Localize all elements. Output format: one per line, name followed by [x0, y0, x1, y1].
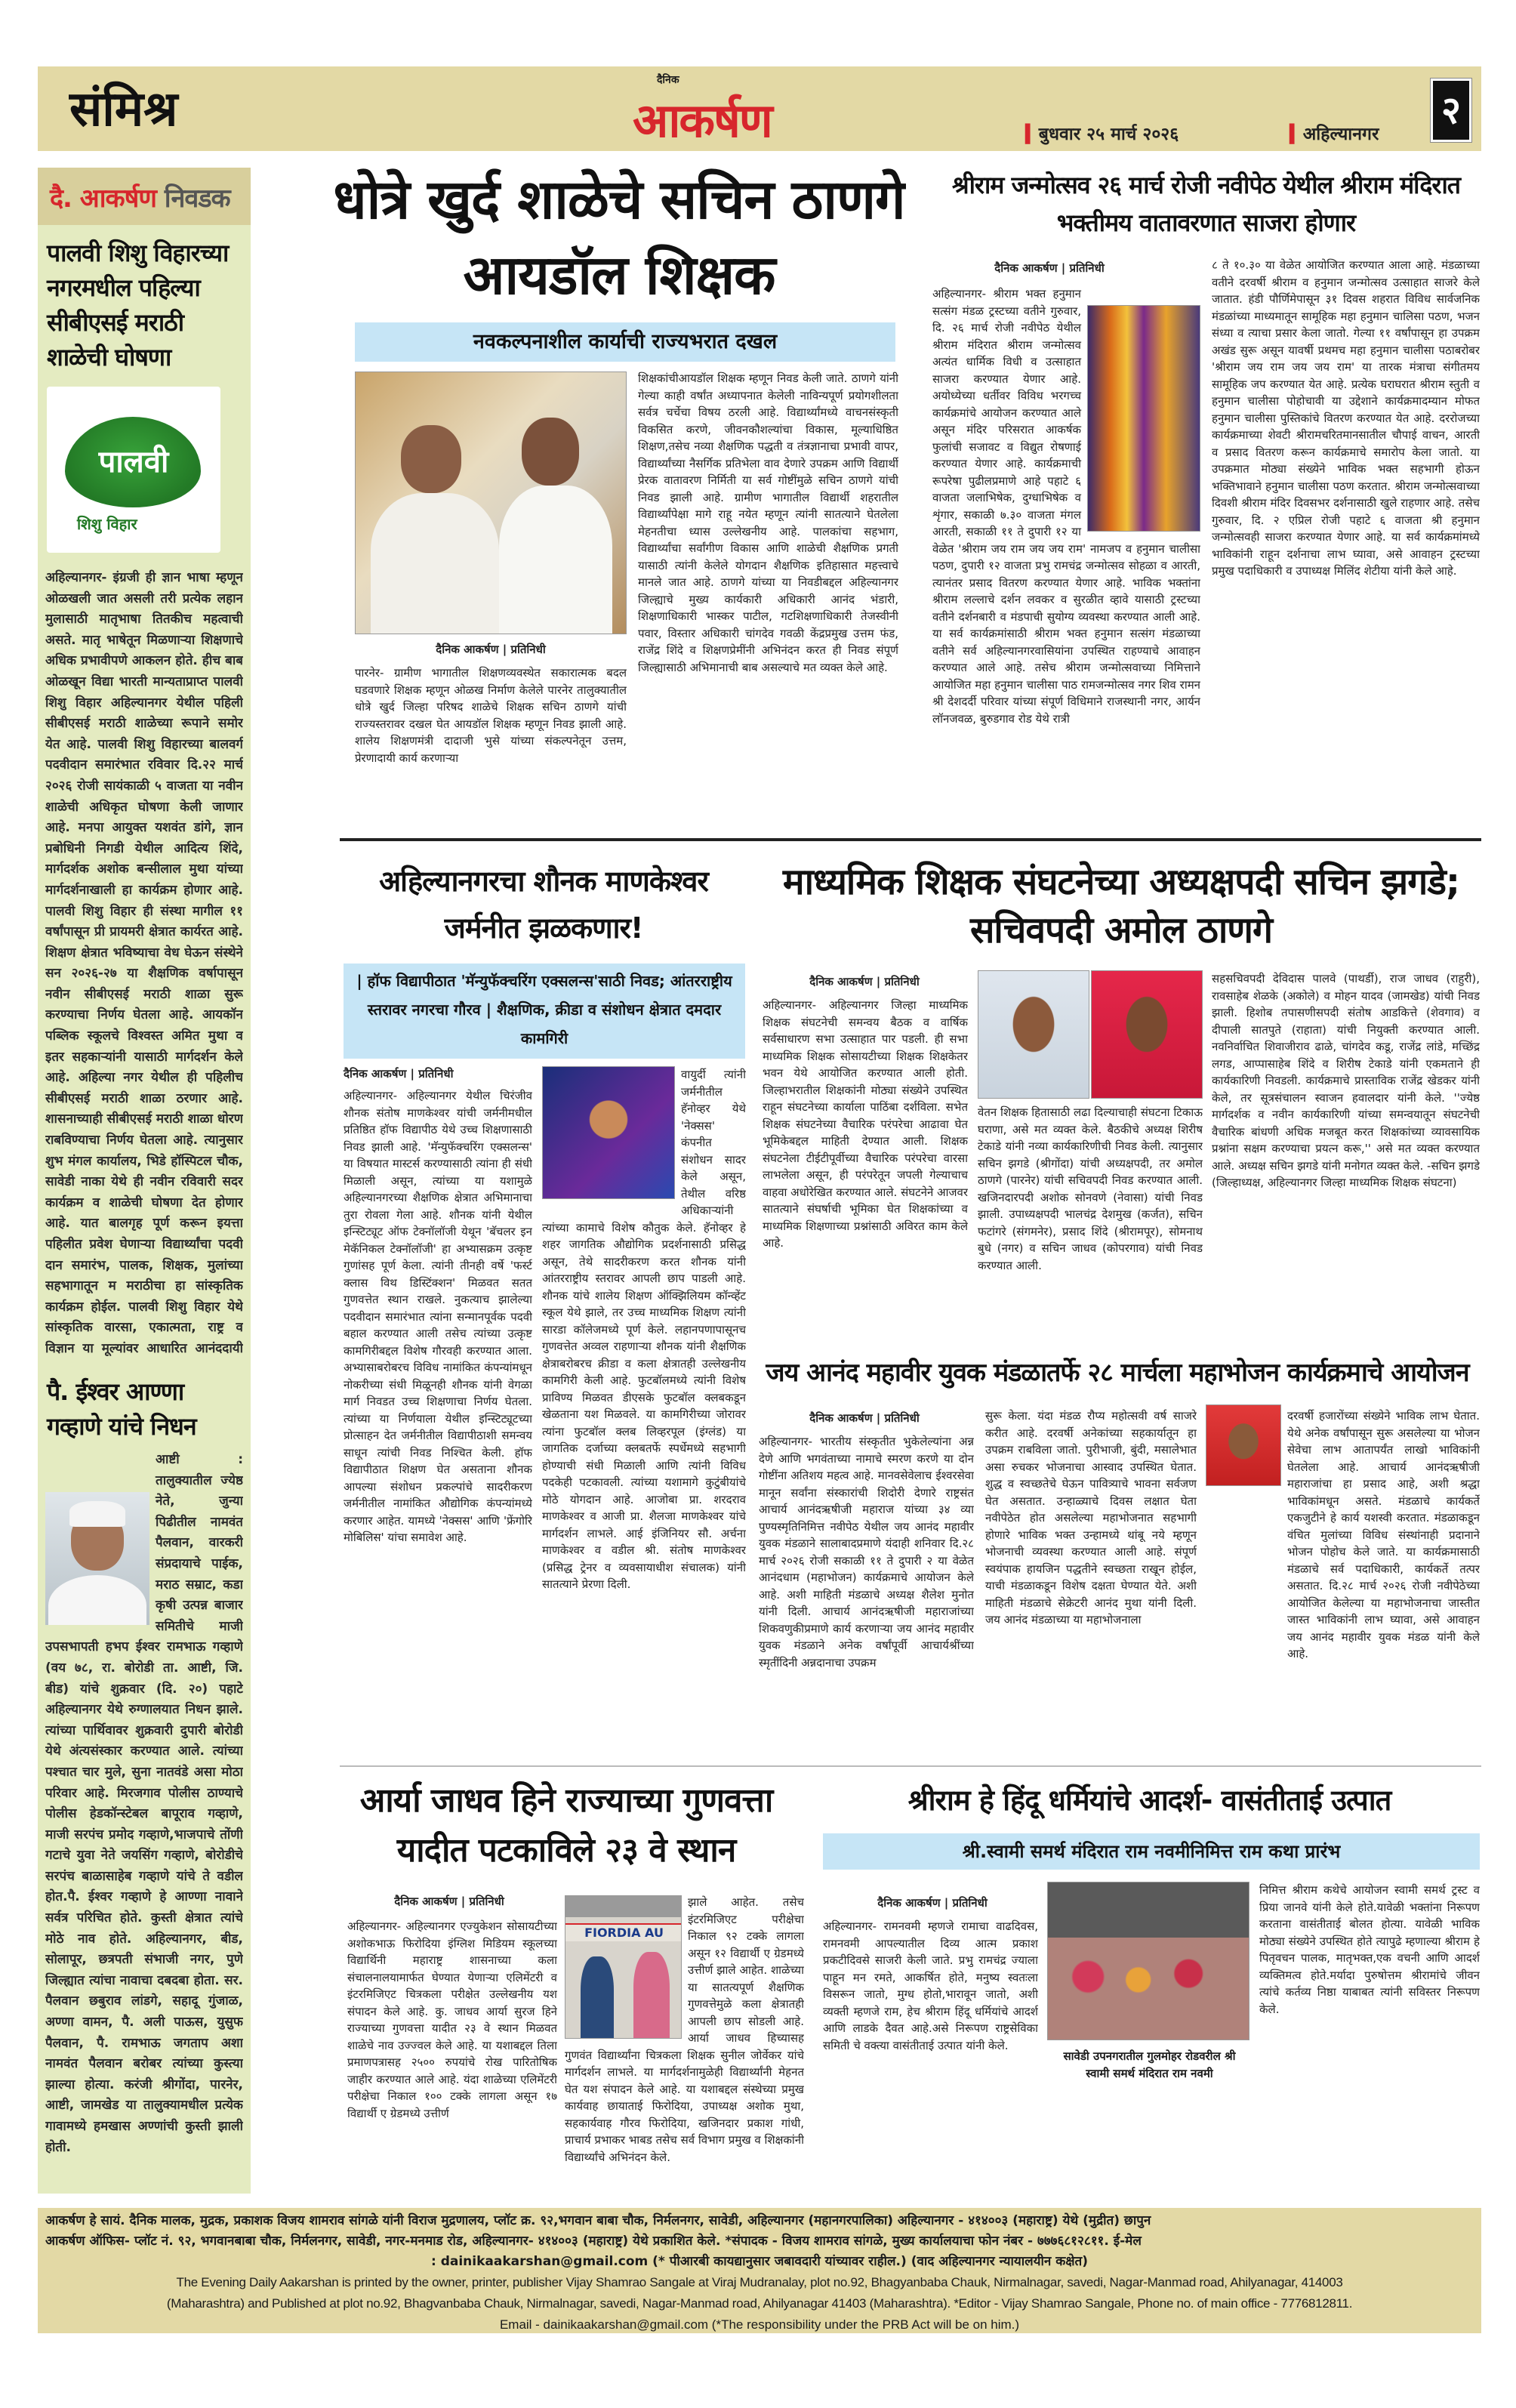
- main-photo: [355, 372, 627, 634]
- imprint-english-3: Email - dainikaakarshan@gmail.com (*The responsibility under the PRB Act will be on him.): [499, 2317, 1020, 2332]
- main-col-1: पारनेर- ग्रामीण भागातील शिक्षणव्यवस्थेत सकारात्मक बदल घडवणारे शिक्षक म्हणून ओळख निर्माण केलेले पारनेर तालुक्यातील धोत्रे खुर्द जिल्हा परिषद शाळेचे शिक्षक सचिन ठाणगे यांची राज्यस्तरावर दखल घेत आयडॉल शिक्षक म्हणून निवड झाली आहे. शालेय शिक्षणमंत्री दादाजी भुसे यांच्या संकल्पनेतून उत्तम, प्रेरणादायी कार्य करणाऱ्या: [355, 666, 627, 765]
- madhyamik-col-1: अहिल्यानगर- अहिल्यानगर जिल्हा माध्यमिक शिक्षक संघटनेची समन्वय बैठक व वार्षिक सर्वसाधारण सभा उत्साहात पार पडली. ही सभा माध्यमिक शिक्षक सोसायटीच्या शिक्षक शिक्षकेतर भवन येथे आयोजित करण्यात आली होती. जिल्हाभरातील शिक्षकांनी मोठ्या संख्येने उपस्थित राहून संघटनेच्या कार्याला पाठिंबा दर्शविला. सभेत शिक्षक संघटनेच्या वैचारिक परंपरेचा आढावा घेत भूमिकेबद्दल माहिती देण्यात आली. शिक्षक संघटनेला टीईटीपूर्वीच्या वैचारिक परंपरेचा वारसा लाभलेला असून, ही परंपरेतून जपली गेल्याचाच वाहवा अधोरेखित करण्यात आले. संघटनेने आजवर सातत्याने संघर्षाची भूमिका घेत शिक्षकांच्या व माध्यमिक शिक्षणाच्या प्रश्नांसाठी अविरत काम केले आहे.: [763, 998, 968, 1250]
- sidebar-headline-2: पै. ईश्वर आण्णा गव्हाणे यांचे निधन: [47, 1377, 196, 1441]
- shriram-col-1: [932, 285, 1200, 833]
- arya-byline: दैनिक आकर्षण | प्रतिनिधी: [394, 1895, 504, 1908]
- section-title: संमिश्र: [69, 82, 178, 137]
- shaunak-col-1: अहिल्यानगर- अहिल्यानगर येथील चिरंजीव शौनक संतोष माणकेश्वर यांची जर्मनीमधील प्रतिष्ठित हॉफ विद्यापीठ येथे उच्च शिक्षणासाठी निवड झाली आहे. 'मॅन्युफॅक्चरिंग एक्सलन्स' या विषयात मास्टर्स करण्यासाठी त्यांना ही संधी मिळाली असून, त्यांच्या या यशामुळे अहिल्यानगरच्या शैक्षणिक क्षेत्रात अभिमानाचा तुरा रोवला गेला आहे. शौनक यांनी येथील इन्स्टिट्यूट ऑफ टेक्नॉलॉजी येथून 'बॅचलर इन मेकॅनिकल टेक्नॉलॉजी' हा अभ्यासक्रम उत्कृष्ट गुणांसह पूर्ण केला. त्यांनी तीनही वर्षे 'फर्स्ट क्लास विथ डिस्टिंक्शन' मिळवत सतत गुणवत्तेत स्थान राखले. नुकत्याच झालेल्या पदवीदान समारंभात त्यांना सन्मानपूर्वक पदवी बहाल करण्यात आली तसेच त्यांच्या उत्कृष्ट कामगिरीबद्दल विशेष गौरवही करण्यात आला. अभ्यासाबरोबरच विविध नामांकित कंपन्यांमधून नोकरीच्या संधी मिळूनही शौनक यांनी वेगळा मार्ग निवडत उच्च शिक्षणाचा निर्णय घेतला. त्यांच्या या निर्णयाला येथील इन्स्टिट्यूटच्या प्रोत्साहन देत जर्मनीतील विद्यापीठाशी समन्वय साधून त्यांची निवड निश्चित केली. हॉफ विद्यापीठात शिक्षण घेत असताना शौनक आपल्या संशोधन प्रकल्पांचे सादरीकरण जर्मनीतील नामांकित औद्योगिक कंपन्यांमध्ये करणार आहेत. यामध्ये 'नेक्सस' आणि 'फ्रेंगोरि मोबिलिस' यांचा समावेश आहे.: [344, 1089, 532, 1544]
- hindu-headline: श्रीराम हे हिंदू धर्मियांचे आदर्श- वासंतीताई उत्पात: [907, 1784, 1391, 1817]
- thange-photo: [1091, 970, 1203, 1099]
- madhyamik-col-2: वेतन शिक्षक हितासाठी लढा दिल्याचाही संघटना टिकाऊ घराणा, असे मत व्यक्त केले. बैठकीचे अध्यक्ष शिरीष टेकाडे यांनी नव्या कार्यकारिणीची निवड केली. त्यानुसार सचिन झगडे (श्रीगोंदा) यांची अध्यक्षपदी, तर अमोल ठाणगे (पारनेर) यांची सचिवपदी निवड करण्यात आली. खजिनदारपदी अशोक सोनवणे (नेवासा) यांची निवड झाली. उपाध्यक्षपदी भालचंद्र देशमुख (कर्जत), सचिन फटांगरे (संगमनेर), प्रसाद शिंदे (श्रीरामपूर), सोमनाथ बुधे (नगर) व सचिन जाधव (कोपरगाव) यांची निवड करण्यात आली.: [978, 1105, 1203, 1272]
- jayanand-headline: जय आनंद महावीर युवक मंडळातर्फे २८ मार्चला महाभोजन कार्यक्रमाचे आयोजन: [766, 1358, 1469, 1388]
- sidebar-story-2-body: आष्टी : तालुक्यातील ज्येष्ठ नेते, जुन्या पिढीतील नामवंत पैलवान, वारकरी संप्रदायाचे पाईक, मराठ सम्राट, कडा कृषी उत्पन्न बाजार समितीचे माजी उपसभापती हभप ईश्वर रामभाऊ गव्हाणे (वय ७८, रा. बोरोडी ता. आष्टी, जि. बीड) यांचे शुक्रवार (दि. २०) पहाटे अहिल्यानगर येथे रुग्णालयात निधन झाले. त्यांच्या पार्थिवावर शुक्रवारी दुपारी बोरोडी येथे अंत्यसंस्कार करण्यात आले. त्यांच्या पश्चात चार मुले, सुना नातवंडे असा मोठा परिवार आहे. मिरजगाव पोलीस ठाण्याचे पोलीस हेडकॉन्स्टेबल बापूराव गव्हाणे, माजी सरपंच प्रमोद गव्हाणे,भाजपाचे तोंणी गटाचे युवा नेते जयसिंग गव्हाणे, बोरोडीचे सरपंच बाळासाहेब गव्हाणे यांचे ते वडील होत.पै. ईश्वर गव्हाणे हे आण्णा नावाने सर्वत्र परिचित होते. कुस्ती क्षेत्रात त्यांचे मोठे नाव होते. अहिल्यानगर, बीड, सोलापूर, छत्रपती संभाजी नगर, पुणे जिल्ह्यात त्यांचा नावाचा दबदबा होता. सर. पैलवान छबुराव लांडगे, सहादू गुंजाळ, अण्णा वामन, पै. अली पाऊस, युसुफ पैलवान, पै. रामभाऊ जगताप अशा नामवंत पैलवान बरोबर त्यांच्या कुस्त्या झाल्या होत्या. करंजी श्रीगोंदा, पारनेर, आष्टी, जामखेड या तालुक्यामधील प्रत्येक गावामध्ये हमखास अण्णांची कुस्ती झाली होती.: [45, 1452, 243, 2155]
- shaunak-subhead: | हॉफ विद्यापीठात 'मॅन्युफॅक्चरिंग एक्सलन्स'साठी निवड; आंतरराष्ट्रीय स्तरावर नगरचा गौरव | शैक्षणिक, क्रीडा व संशोधन क्षेत्रात दमदार कामगिरी: [344, 964, 745, 1059]
- arya-headline: आर्या जाधव हिने राज्याच्या गुणवत्ता यादीत पटकाविले २३ वे स्थान: [359, 1781, 773, 1870]
- imprint-marathi-3: : dainikaakarshan@gmail.com (* पीआरबी कायद्यानुसार जबावदारी यांच्यावर राहील.) (वाद अहिल्यानगर न्यायालयीन कक्षेत): [430, 2254, 1088, 2269]
- shriram-byline: दैनिक आकर्षण | प्रतिनिधी: [994, 261, 1105, 275]
- shaunak-col-2-text: वायुर्दी त्यांनी जर्मनीतील हॅनोव्हर येथे 'नेक्सस' कंपनीत संशोधन सादर केले असून, तेथील वरिष्ठ अधिकाऱ्यांनी त्यांच्या कामाचे विशेष कौतुक केले. हॅनोव्हर हे शहर जागतिक औद्योगिक प्रदर्शनासाठी प्रसिद्ध असून, तेथे सादरीकरण करत शौनक यांनी आंतरराष्ट्रीय स्तरावर आपली छाप पाडली आहे. शौनक यांचे शालेय शिक्षण ऑक्झिलियम कॉन्व्हेंट स्कूल येथे झाले, तर उच्च माध्यमिक शिक्षण त्यांनी सारडा कॉलेजमध्ये पूर्ण केले. लहानपणापासूनच गुणवत्तेत अव्वल राहणाऱ्या शौनक यांनी शैक्षणिक क्षेत्राबरोबरच क्रीडा व कला क्षेत्रातही उल्लेखनीय कामगिरी केली आहे. फुटबॉलमध्ये त्यांनी विशेष प्राविण्य मिळवत डीएसके फुटबॉल क्लबकडून खेळताना यश मिळवले. या कामगिरीच्या जोरावर त्यांना फुटबॉल क्लब लिव्हरपूल (इंग्लंड) या जागतिक दर्जाच्या क्लबतर्फे स्पर्धेमध्ये सहभागी होण्याची संधी मिळाली आणि त्यांनी विविध पदकेही पटकावली. त्यांच्या यशामागे कुटुंबीयांचे मोठे योगदान आहे. आजोबा प्रा. शरदराव माणकेश्वर व आजी प्रा. शैलजा माणकेश्वर यांचे मार्गदर्शन लाभले. आई इंजिनियर सौ. अर्चना माणकेश्वर व वडील श्री. संतोष माणकेश्वर (प्रसिद्ध ट्रेनर व व्यवसायाधीश संचालक) यांनी सातत्याने प्रेरणा दिली.: [542, 1068, 746, 1591]
- katha-photo: [1047, 1882, 1249, 2040]
- sidebar-headline-1: पालवी शिशु विहारच्या नगरमधील पहिल्या सीबीएसई मराठी शाळेची घोषणा: [47, 239, 229, 372]
- sidebar: [38, 168, 251, 2194]
- jayanand-photo: [1206, 1404, 1281, 1486]
- shriram-col-2: ८ ते १०.३० या वेळेत आयोजित करण्यात आला आहे. मंडळाच्या वतीने दरवर्षी श्रीराम व हनुमान जन्मोत्सव उत्साहात साजरे केले जातात. हंडी पौर्णिमेपासून ३१ दिवस शहरात विविध सार्वजनिक मंडळांच्या माध्यमातून सामूहिक महा हनुमान चालिसा पठण, भजन संध्या व त्याचा प्रसार केला जातो. गेल्या ११ वर्षांपासून हा उपक्रम अखंड सुरू असून यावर्षी प्रथमच महा हनुमान चालीसा पठाबरोबर 'श्रीराम जय राम जय जय राम' या तारक मंत्राचा संगीतमय सामूहिक जप करण्यात येत आहे. प्रत्येक घराघरात श्रीराम स्तुती व हनुमान चालीसा पोहोचावी या उद्देशाने कार्यक्रमादम्यान मोफत हनुमान चालीसा पुस्तिकांचे वितरण करण्यात येत आहे. दररोजच्या कार्यक्रमाच्या शेवटी श्रीरामचरितमानसातील चौपाई वाचन, आरती व प्रसाद वितरण करून कार्यक्रमाचे समारोप केला जातो. या उपक्रमात मोठ्या संख्येने भाविक भक्त सहभागी होऊन भक्तिभावाने हनुमान चालीसा पठण करतात. श्रीराम जन्मोत्सवाच्या दिवशी श्रीराम मंदिर दिवसभर दर्शनासाठी खुले राहणार आहे. तसेच गुरुवार, दि. २ एप्रिल रोजी पहाटे ६ वाजता श्री हनुमान जन्मोत्सवही साजरा करण्यात येणार आहे. या सर्व कार्यक्रमांमध्ये भाविकांनी राहून दर्शनाचा लाभ घ्यावा, असे आवाहन ट्रस्टच्या प्रमुख पदाधिकारी व उपाध्यक्ष मिलिंद शेटीया यांनी केले आहे.: [1212, 258, 1480, 578]
- divider: [340, 838, 1481, 841]
- photo-caption: सावेडी उपनगरातील गुलमोहर रोडवरील श्री स्वामी समर्थ मंदिरात राम नवमी: [1063, 2049, 1236, 2080]
- imprint-english-2: (Maharashtra) and Published at plot no.92, Bhagvanbaba Chauk, Nirmalnagar, savedi, Nagar-Manmad road, Ahilyanagar 41403 (Maharashtra). *Editor - Vijay Shamrao Sangale, Phone no. of main office - 7776812811.: [166, 2296, 1353, 2311]
- obituary-photo: [45, 1492, 149, 1625]
- hindu-byline: दैनिक आकर्षण | प्रतिनिधी: [877, 1896, 988, 1910]
- shaunak-col-2: [542, 1066, 746, 1752]
- shaunak-headline: अहिल्यानगरचा शौनक माणकेश्वर जर्मनीत झळकणार!: [379, 865, 708, 945]
- imprint-footer: [38, 2208, 1481, 2333]
- jayanand-byline: दैनिक आकर्षण | प्रतिनिधी: [809, 1411, 920, 1425]
- main-headline: धोत्रे खुर्द शाळेचे सचिन ठाणगे आयडॉल शिक्षक: [333, 168, 905, 307]
- main-byline: दैनिक आकर्षण | प्रतिनिधी: [436, 643, 546, 656]
- jayanand-col-3: दरवर्षी हजारोंच्या संख्येने भाविक लाभ घेतात. येथे अनेक वर्षांपासून सुरू असलेल्या या भोजन सेवेचा लाभ आतापर्यंत लाखो भाविकांनी घेतलेला आहे. आचार्य आनंदऋषीजी महाराजांचा हा प्रसाद आहे, अशी श्रद्धा भाविकांमधून असते. मंडळाचे कार्यकर्ते एकजुटीने हे कार्य यशस्वी करतात. मंडळाकडून वंचित मुलांच्या विविध संस्थांनाही प्रदानाने भोजन पोहोच केले जाते. या कार्यक्रमासाठी मंडळाचे सर्व पदाधिकारी, कार्यकर्ते तत्पर असतात. दि.२८ मार्च २०२६ रोजी नवीपेठेच्या आयोजित केलेल्या या महाभोजनाचा जास्तीत जास्त भाविकांनी लाभ घ्यावा, असे आवाहन जय आनंद महावीर युवक मंडळ यांनी केले आहे.: [1287, 1409, 1480, 1660]
- masthead-small: दैनिक: [657, 74, 679, 86]
- hindu-subhead: श्री.स्वामी समर्थ मंदिरात राम नवमीनिमित्त राम कथा प्रारंभ: [823, 1833, 1480, 1870]
- sidebar-story-2: [45, 1450, 243, 2194]
- shaunak-photo: [542, 1066, 675, 1199]
- jhagade-photo: [978, 970, 1089, 1099]
- shriram-headline: श्रीराम जन्मोत्सव २६ मार्च रोजी नवीपेठ येथील श्रीराम मंदिरात भक्तीमय वातावरणात साजरा होणार: [951, 171, 1461, 237]
- sidebar-tag: दै. आकर्षण निवडक: [38, 168, 251, 225]
- arya-photo-banner: FIORDIA AU: [565, 1923, 682, 1941]
- masthead-logo: आकर्षण: [633, 93, 772, 148]
- arya-col-2: [565, 1894, 804, 2190]
- page-number: २: [1431, 79, 1471, 142]
- hindu-col-3: निमित्त श्रीराम कथेचे आयोजन स्वामी समर्थ ट्रस्ट व प्रिया जानवे यांनी केले होते.यावेळी भक्तांना निरूपण करताना वासंतीताई बोलत होत्या. यावेळी भाविक मोठ्या संख्येने उपस्थित होते त्यापुढे म्हणाल्या श्रीराम हे पितृवचन पालक, मातृभक्त,एक वचनी आणि आदर्श व्यक्तिमत्व होते.मर्यादा पुरुषोत्तम श्रीरामांचे जीवन त्यांचे कर्तव्य निष्ठा याबाबत त्यांनी सविस्तर निरूपण केले.: [1259, 1883, 1480, 2016]
- main-col-2: शिक्षकांचीआयडॉल शिक्षक म्हणून निवड केली जाते. ठाणगे यांनी गेल्या काही वर्षांत अध्यापनात केलेली नाविन्यपूर्ण प्रयोगशीलता सर्वत्र चर्चेचा विषय ठरली आहे. विद्यार्थ्यांमध्ये वाचनसंस्कृती विकसित करणे, जीवनकौशल्यांचा विकास, मूल्याधिष्ठित शिक्षण,तसेच नव्या शैक्षणिक पद्धती व तंत्रज्ञानाचा प्रभावी वापर, विद्यार्थ्यांच्या नैसर्गिक प्रतिभेला वाव देणारे उपक्रम आणि विद्यार्थी प्रेरक वातावरण निर्मिती या सर्व गोष्टींमुळे सचिन ठाणगे यांची निवड झाली आहे. ग्रामीण भागातील विद्यार्थी शहरातील विद्यार्थ्यांपेक्षा मागे राहू नयेत म्हणून त्यांनी सातत्याने घेतलेला मेहनतीचा ध्यास उल्लेखनीय आहे. पालकांचा सहभाग, विद्यार्थ्यांचा सर्वांगीण विकास आणि शाळेची शैक्षणिक प्रगती यासाठी त्यांनी केलेले योगदान शैक्षणिक इतिहासात महत्त्वाचे मानले जात आहे. ठाणगे यांच्या या निवडीबद्दल अहिल्यानगर जिल्ह्याचे मुख्य कार्यकारी अधिकारी आनंद भंडारी, शिक्षणाधिकारी भास्कर पाटील, गटशिक्षणाधिकारी तेजस्वीनी पवार, विस्तार अधिकारी चांगदेव गवळी केंद्रप्रमुख उत्तम फंड, राजेंद्र शिंदे व शिक्षणप्रेमींनी अभिनंदन करत ही निवड संपूर्ण जिल्ह्यासाठी अभिमानाची बाब असल्याचे मत व्यक्त केले आहे.: [638, 372, 898, 674]
- arya-col-1: अहिल्यानगर- अहिल्यानगर एज्युकेशन सोसायटीच्या अशोकभाऊ फिरोदिया इंग्लिश मिडियम स्कूलच्या विद्यार्थिनी महाराष्ट्र शासनाच्या कला संचालनालयामार्फत घेण्यात येणाऱ्या एलिमेंटरी व इंटरमिजिएट चित्रकला परीक्षेत उल्लेखनीय यश संपादन केले आहे. कु. जाधव आर्या सुरज हिने राज्याच्या गुणवत्ता यादीत २३ वे स्थान मिळवत शाळेचे नाव उज्ज्वल केले आहे. या यशाबद्दल तिला प्रमाणपत्रासह २५०० रुपयांचे रोख पारितोषिक जाहीर करण्यात आले आहे. यंदा शाळेच्या एलिमेंटरी परीक्षेचा निकाल १०० टक्के लागला असून १७ विद्यार्थी ए ग्रेडमध्ये उत्तीर्ण: [347, 1919, 557, 2120]
- madhyamik-byline: दैनिक आकर्षण | प्रतिनिधी: [809, 975, 920, 988]
- divider: [340, 1765, 1481, 1767]
- shriram-col-1-text: अहिल्यानगर- श्रीराम भक्त हनुमान सत्संग मंडळ ट्रस्टच्या वतीने गुरुवार, दि. २६ मार्च रोजी नवीपेठ येथील श्रीराम मंदिरात श्रीराम जन्मोत्सव अत्यंत धार्मिक विधी व उत्साहात साजरा करण्यात येणार आहे. अयोध्येच्या धर्तीवर विविध भरगच्च कार्यक्रमांचे आयोजन करण्यात आले असून मंदिर परिसरात आकर्षक फुलांची सजावट व विद्युत रोषणाई करण्यात येणार आहे. कार्यक्रमाची रूपरेषा पुढीलप्रमाणे आहे पहाटे ६ वाजता जलाभिषेक, दुग्धाभिषेक व शृंगार, सकाळी ७.३० वाजता मंगल आरती, सकाळी ११ ते दुपारी १२ या वेळेत 'श्रीराम जय राम जय जय राम' नामजप व हनुमान चालीसा पठण, दुपारी १२ वाजता प्रभु रामचंद्र जन्मोत्सव सोहळा व आरती, त्यानंतर प्रसाद वितरण करण्यात येणार आहे. भाविक भक्तांना श्रीराम लल्लाचे दर्शन लवकर व सुरळीत व्हावे यासाठी ट्रस्टच्या वतीने दर्शनबारी व मंडपाची सुयोग्य व्यवस्था करण्यात आली आहे. या सर्व कार्यक्रमांसाठी श्रीराम भक्त हनुमान सत्संग मंडळाच्या वतीने सर्व अहिल्यानगरवासियांना उपस्थित राहण्याचे आवाहन करण्यात आले आहे. तसेच श्रीराम जन्मोत्सवाच्या निमित्ताने आयोजित महा हनुमान चालीसा पाठ रामजन्मोत्सव नगर शिव रामन श्री देशदर्दी परिवार यांच्या संपूर्ण विधिमाने राजस्थानी नगर, आर्यन लॉनजवळ, बुरुडगाव रोड येथे रात्री: [932, 287, 1200, 726]
- edition-city: ▍अहिल्यानगर: [1290, 125, 1379, 144]
- sidebar-story-1-body: अहिल्यानगर- इंग्रजी ही ज्ञान भाषा म्हणून ओळखली जात असली तरी प्रत्येक लहान मुलासाठी मातृभाषा तितकीच महत्वाची असते. मातृ भाषेतून मिळणाऱ्या शिक्षणाचे अधिक प्रभावीपणे आकलन होते. हीच बाब ओळखून विद्या भारती मान्यताप्राप्त पालवी शिशु विहार अहिल्यानगर येथील पहिली सीबीएसई मराठी शाळेच्या रूपाने समोर येत आहे. पालवी शिशु विहारच्या बालवर्ग पदवीदान समारंभात रविवार दि.२२ मार्च २०२६ रोजी सायंकाळी ५ वाजता या नवीन शाळेची अधिकृत घोषणा केली जाणार आहे. मनपा आयुक्त यशवंत डांगे, ज्ञान प्रबोधिनी निगडी येथील आदित्य शिंदे, मार्गदर्शक अशोक बन्सीलाल मुथा यांच्या मार्गदर्शनाखाली हा कार्यक्रम होणार आहे. पालवी शिशु विहार ही संस्था मागील ११ वर्षांपासून प्री प्रायमरी क्षेत्रात कार्यरत आहे. शिक्षण क्षेत्रात भविष्याचा वेध घेऊन संस्थेने सन २०२६-२७ या शैक्षणिक वर्षापासून नवीन सीबीएसई मराठी शाळा सुरू करण्याचा निर्णय घेतला आहे. आयकॉन पब्लिक स्कूलचे विश्वस्त अमित मुथा व इतर सहकाऱ्यांनी यासाठी मार्गदर्शन केले आहे. अहिल्या नगर येथील ही पहिलीच सीबीएसई मराठी शाळा ठरणार आहे. शासनाच्याही सीबीएसई मराठी शाळा धोरण राबविण्याचा निर्णय घेतला आहे. त्यानुसार शुभ मंगल कार्यालय, भिडे हॉस्पिटल चौक, सावेडी नाका येथे ही नवीन रविवारी सदर कार्यक्रम व शाळेची घोषणा देत होणार आहे. यात बालगृह पूर्ण करून इयत्ता पहिलीत प्रवेश घेणाऱ्या विद्यार्थ्यांचा पदवी दान समारंभ, पालक, शिक्षक, मुलांच्या सहभागातून म मराठीचा हा सांस्कृतिक कार्यक्रम होईल. पालवी शिशु विहार येथे सांस्कृतिक वारसा, एकात्मता, राष्ट्र व विज्ञान या मूल्यांवर आधारित आनंददायी: [45, 570, 243, 1356]
- arya-photo: [565, 1895, 682, 2039]
- arya-col-2-text: झाले आहेत. तसेच इंटरमिजिएट परीक्षेचा निकाल ९२ टक्के लागला असून १२ विद्यार्थी ए ग्रेडमध्ये उत्तीर्ण झाले आहेत. शाळेच्या या सातत्यपूर्ण शैक्षणिक गुणवत्तेमुळे कला क्षेत्रातही आपली छाप सोडली आहे. आर्या जाधव हिच्यासह गुणवंत विद्यार्थ्यांना चित्रकला शिक्षक सुनील जोर्वेकर यांचे मार्गदर्शन लाभले. या मार्गदर्शनामुळेही विद्यार्थ्यांनी मेहनत घेत यश संपादन केले आहे. या यशाबद्दल संस्थेच्या प्रमुख कार्यवाह छायाताई फिरोदिया, उपाध्यक्ष अशोक मुथा, सहकार्यवाह गौरव फिरोदिया, खजिनदार प्रकाश गांधी, प्राचार्य प्रभाकर भाबड तसेच सर्व विभाग प्रमुख व शिक्षकांनी विद्यार्थ्यांचे अभिनंदन केले.: [565, 1895, 804, 2164]
- imprint-marathi-2: आकर्षण ऑफिस- प्लॉट नं. ९२, भगवानबाबा चौक, निर्मलनगर, सावेडी, नगर-मनमाड रोड, अहिल्यानगर- ४१४००३ (महाराष्ट्र) येथे प्रकाशित केले. *संपादक - विजय शामराव सांगळे, मुख्य कार्यालयाचा फोन नंबर - ७७७६८१२८११. ई-मेल: [45, 2234, 1142, 2249]
- madhyamik-col-3: सहसचिवपदी देविदास पालवे (पाथर्डी), राज जाधव (राहुरी), रावसाहेब शेळके (अकोले) व मोहन यादव (जामखेड) यांची निवड झाली. हिशोब तपासणीसपदी संतोष आडकित्ते (शेवगाव) व दीपाली सातपुते (राहाता) यांची नियुक्ती करण्यात आली. नवनिर्वाचित शिवाजीराव ढाळे, चांगदेव कडू, राजेंद्र लांडे, मच्छिंद्र लगड, आप्पासाहेब शिंदे व शिरीष टेकाडे यांनी एकमताने ही कार्यकारिणी निवडली. कार्यक्रमाचे प्रास्ताविक राजेंद्र खेडकर यांनी केले, तर सूत्रसंचालन स्वाजन हवालदार यांनी केले. ''ज्येष्ठ मार्गदर्शक व नवीन कार्यकारिणी यांच्या समन्वयातून संघटनेची वैचारिक बांधणी अधिक मजबूत करत शिक्षकांच्या व्यावसायिक प्रश्नांना सक्षम करण्याचा प्रयत्न करू,'' असे मत व्यक्त करण्यात आले. अध्यक्ष सचिन झगडे यांनी मनोगत व्यक्त केले. -सचिन झगडे (जिल्हाध्यक्ष, अहिल्यानगर जिल्हा माध्यमिक शिक्षक संघटना): [1212, 972, 1480, 1189]
- madhyamik-headline: माध्यमिक शिक्षक संघटनेच्या अध्यक्षपदी सचिन झगडे; सचिवपदी अमोल ठाणगे: [782, 861, 1460, 951]
- issue-date: ▍बुधवार २५ मार्च २०२६: [1025, 125, 1179, 144]
- jayanand-col-1: अहिल्यानगर- भारतीय संस्कृतीत भुकेलेल्यांना अन्न देणे आणि भगवंताच्या नामाचे स्मरण करणे या दोन गोष्टींना अतिशय महत्व आहे. मानवसेवेलाच ईश्वरसेवा मानून सर्वांना संस्कारांची शिदोरी देणारे राष्ट्रसंत आचार्य आनंदऋषीजी महाराज यांच्या ३४ व्या पुण्यस्मृतिनिमित्त नवीपेठ येथील जय आनंद महावीर युवक मंडळाने सालाबादप्रमाणे यंदाही शनिवार दि.२८ मार्च २०२६ रोजी सकाळी ११ ते दुपारी २ या वेळेत आनंदधाम (महाभोजन) कार्यक्रमाचे आयोजन केले आहे. अशी माहिती मंडळाचे अध्यक्ष शैलेश मुनोत यांनी दिली. आचार्य आनंदऋषीजी महाराजांच्या शिकवणुकीप्रमाणे कार्य करणाऱ्या जय आनंद महावीर युवक मंडळाने अनेक वर्षांपूर्वी आचार्यश्रींच्या स्मृतींदिनी अन्नदानाचा उपक्रम: [759, 1435, 974, 1670]
- imprint-marathi-1: आकर्षण हे सायं. दैनिक मालक, मुद्रक, प्रकाशक विजय शामराव सांगळे यांनी विराज मुद्रणालय, प्लॉट क्र. ९२,भगवान बाबा चौक, निर्मलनगर, सावेडी, अहिल्यानगर (महानगरपालिका) अहिल्यानगर - ४१४००३ (महाराष्ट्र) येथे (मुद्रीत) छापुन: [45, 2213, 1151, 2228]
- imprint-english-1: The Evening Daily Aakarshan is printed by the owner, printer, publisher Vijay Shamrao Sangale at Viraj Mudranalay, plot no.92, Bhagyanbaba Chauk, Nirmalnagar, savedi, Nagar-Manmad road, Ahilyanagar, 414003: [176, 2275, 1343, 2289]
- jayanand-col-2: सुरू केला. यंदा मंडळ रौप्य महोत्सवी वर्ष साजरे करीत आहे. दरवर्षी अनेकांच्या सहकार्यातून हा उपक्रम राबविला जातो. पुरीभाजी, बुंदी, मसालेभात असा रुचकर भोजनाचा आस्वाद उपस्थित घेतात. शुद्ध व स्वच्छतेचे घेऊन पावित्र्याचे भावना सर्वजण घेत असतात. उन्हाळ्याचे दिवस लक्षात घेता नवीपेठेत होत असलेल्या महाभोजनात सहभागी होणारे भाविक भक्त उन्हामध्ये थांबू नये म्हणून भोजनाची व्यवस्था करण्यात आली आहे. संपूर्ण स्वयंपाक हायजिन पद्धतीने स्वच्छता राखून होईल, याची मंडळाकडून विशेष दक्षता घेण्यात येते. अशी माहिती मंडळाचे सेक्रेटरी आनंद मुथा यांनी दिली. जय आनंद मंडळाच्या या महाभोजनाला: [985, 1409, 1197, 1626]
- hindu-col-1: अहिल्यानगर- रामनवमी म्हणजे रामाचा वाढदिवस, रामनवमी आपल्यातील दिव्य आत्म प्रकाश प्रकटीदिवसे साजरी केली जाते. प्रभु रामचंद्र ज्याला पाहून मन रमते, आकर्षित होते, मनुष्य स्वतःला विसरून जातो, मुग्ध होतो,भारावून जातो, अशी व्यक्ती म्हणजे राम, हेच श्रीराम हिंदू धर्मियांचे आदर्श आणि लाडके दैवत आहे.असे निरूपण राष्ट्रसेविका समिती चे वक्त्या वासंतीताई उत्पात यांनी केले.: [823, 1919, 1038, 2052]
- palavi-logo: पालवी शिशु विहार: [47, 387, 220, 553]
- main-subhead: नवकल्पनाशील कार्याची राज्यभरात दखल: [355, 322, 895, 362]
- temple-photo: [1087, 305, 1200, 532]
- shaunak-byline: दैनिक आकर्षण | प्रतिनिधी: [344, 1067, 454, 1081]
